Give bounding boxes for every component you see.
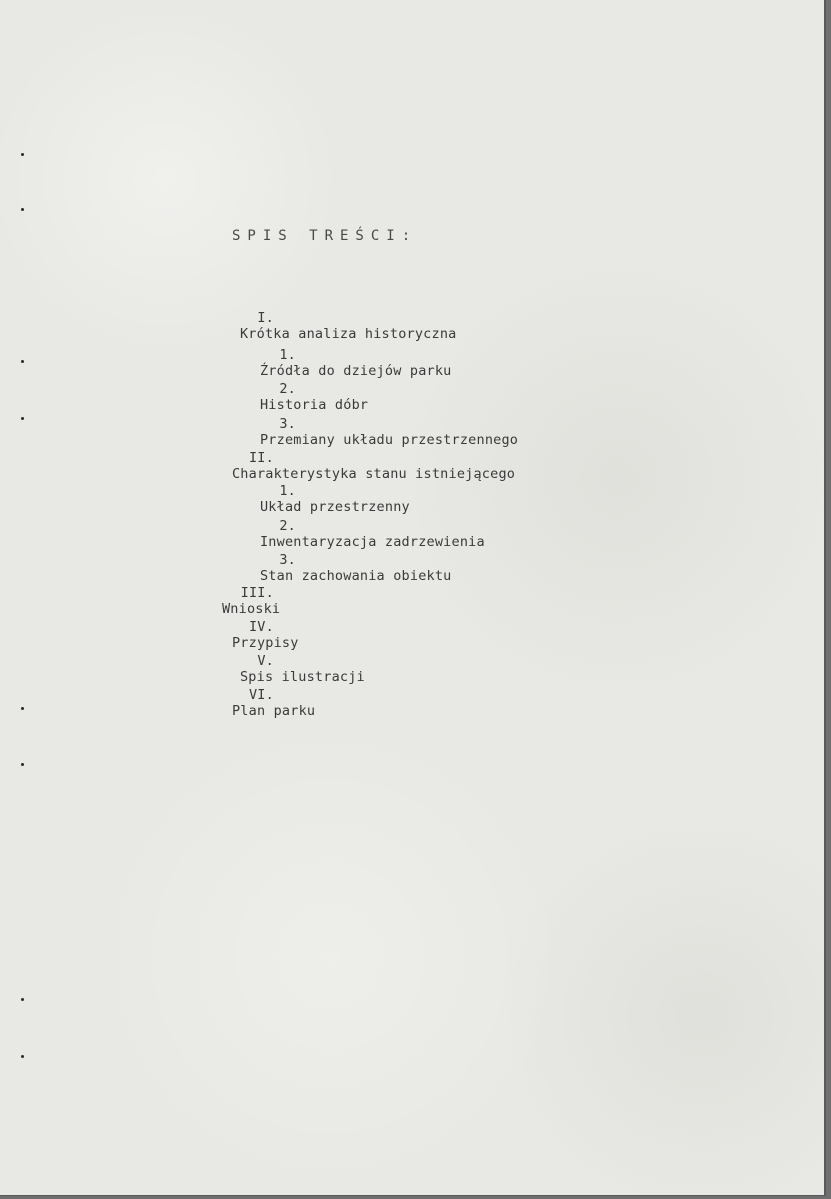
toc-entry-number: VI. — [248, 687, 274, 703]
toc-entry — [182, 671, 315, 735]
toc-entry-text: Charakterystyka stanu istniejącego — [231, 466, 516, 482]
toc-entry-text: Źródła do dziejów parku — [259, 363, 452, 379]
toc-entry-number: 2. — [279, 518, 296, 534]
toc-entry-number: V. — [257, 653, 274, 669]
toc-entry-text: Inwentaryzacja zadrzewienia — [259, 534, 485, 550]
toc-entry-text: Stan zachowania obiektu — [259, 568, 452, 584]
toc-entry-text: Plan parku — [231, 703, 316, 719]
toc-entry-number: 1. — [279, 483, 296, 499]
toc-entry-number: 1. — [279, 347, 296, 363]
toc-entry-number: IV. — [248, 619, 274, 635]
toc-entry-number: 2. — [279, 381, 296, 397]
toc-entry-text: Przypisy — [231, 635, 299, 651]
toc-entry-text: Przemiany układu przestrzennego — [259, 432, 519, 448]
toc-entry-number: III. — [240, 585, 274, 601]
toc-entry-text: Historia dóbr — [259, 397, 369, 413]
toc-entry-number: II. — [248, 450, 274, 466]
toc-entry-text: Układ przestrzenny — [259, 499, 410, 515]
toc-entry-number: 3. — [279, 416, 296, 432]
toc-entry-number: 3. — [279, 552, 296, 568]
toc-entry-text: Spis ilustracji — [239, 669, 365, 685]
toc-entry-number: I. — [257, 310, 274, 326]
toc-entry-text: Wnioski — [221, 601, 281, 617]
page-title: SPIS TREŚCI: — [232, 228, 418, 244]
toc-entry-text: Krótka analiza historyczna — [239, 326, 457, 342]
